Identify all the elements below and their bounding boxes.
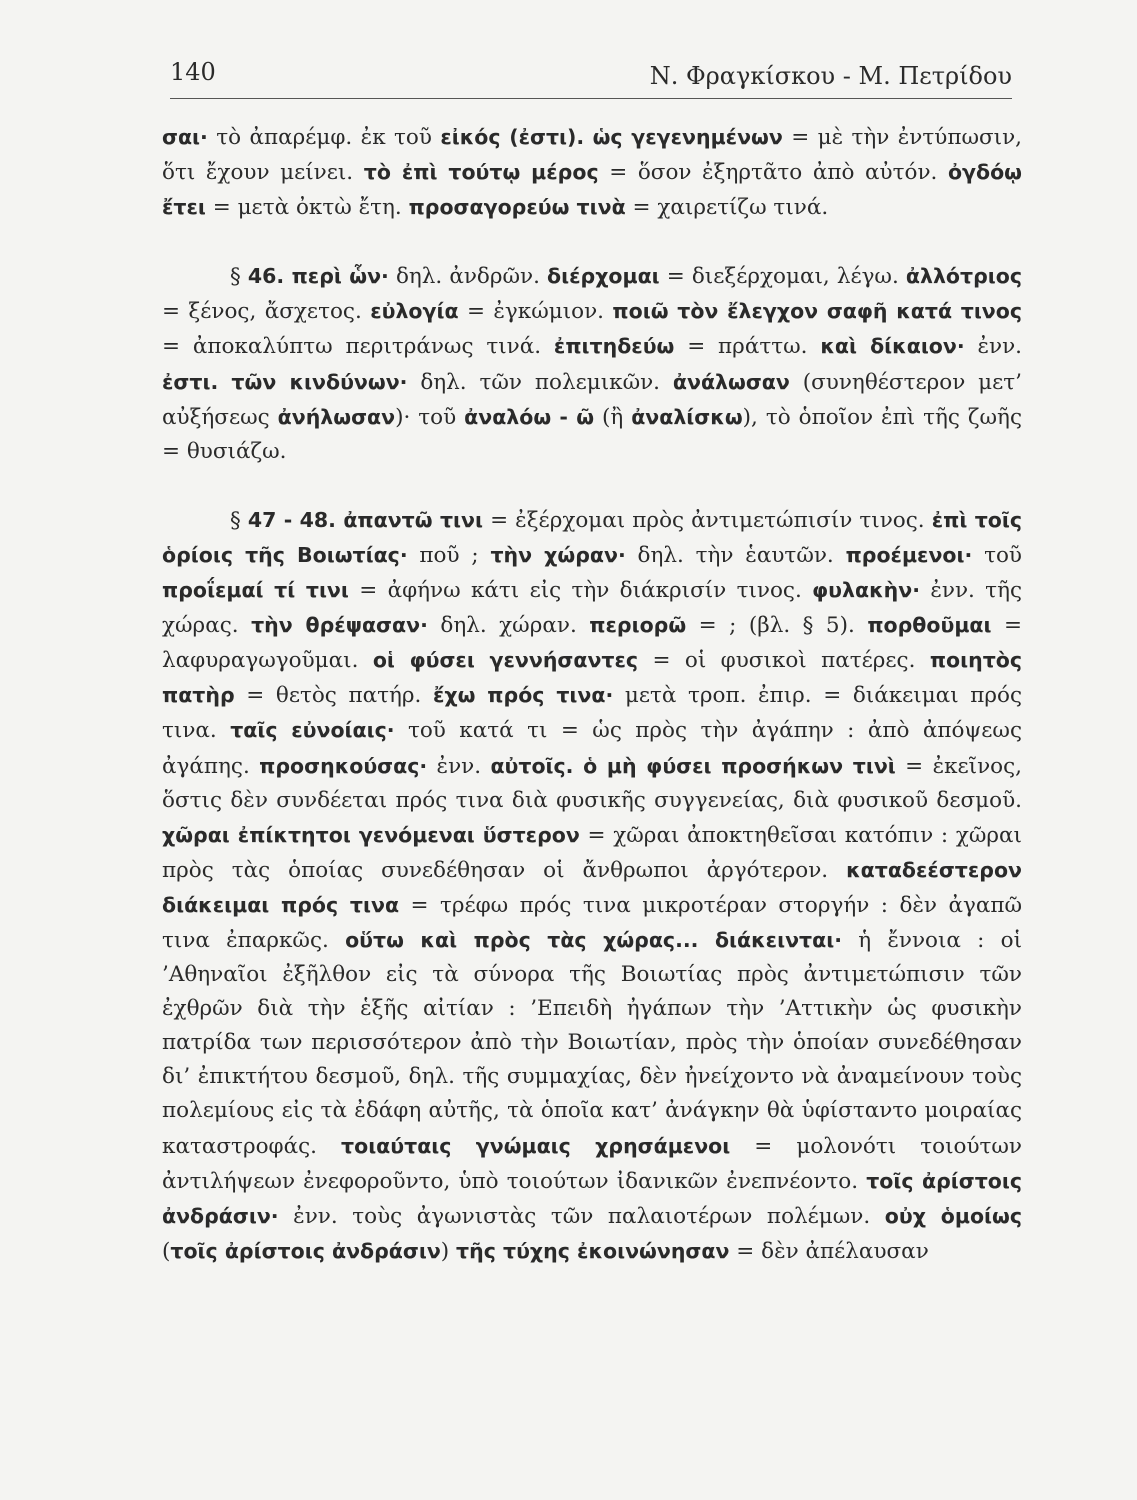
gloss-text: = ἀποκαλύπτω περιτράνως τινά. (162, 334, 554, 360)
lemma-term: εὐλογία (370, 299, 459, 324)
gloss-text: ποῦ ; (407, 542, 491, 568)
lemma-term: καὶ δίκαιον· (820, 334, 965, 359)
gloss-text: = ; (βλ. § 5). (686, 613, 868, 639)
gloss-text: ἐνν. τῆς χώρας. (162, 578, 1022, 639)
gloss-text: = τρέφω πρός τινα μικροτέραν στοργήν : δὲν ἀγαπῶ τινα ἐπαρκῶς. (162, 892, 1023, 953)
gloss-text: ἐνν. τοὺς ἀγωνιστὰς τῶν παλαιοτέρων πολέμων. (278, 1203, 885, 1229)
lemma-term: τὴν θρέψασαν· (251, 613, 428, 638)
lemma-term: ἐπιτηδεύω (553, 334, 675, 359)
lemma-term: προΐεμαί τί τινι (162, 578, 349, 603)
lemma-term: ἀλλότριος (905, 264, 1022, 289)
gloss-text: ) (440, 1238, 457, 1264)
lemma-term: οὐχ ὁμοίως (884, 1203, 1022, 1228)
lemma-term: τῆς τύχης ἐκοινώνησαν (456, 1238, 730, 1263)
gloss-text: = μετὰ ὀκτὼ ἔτη. (205, 195, 409, 221)
lemma-term: προέμενοι· (845, 542, 973, 567)
gloss-text: = θετὸς πατήρ. (234, 683, 433, 709)
gloss-text: = μὲ τὴν ἐντύπωσιν, ὅτι ἔχουν μείνει. (162, 125, 1023, 186)
gloss-text: )· τοῦ (395, 404, 465, 430)
lemma-term: τοιαύταις γνώμαις χρησάμενοι (341, 1133, 731, 1158)
gloss-text: τὸ ἀπαρέμφ. ἐκ τοῦ (207, 125, 441, 150)
gloss-text: = πράττω. (674, 334, 821, 360)
gloss-text: τοῦ (972, 542, 1022, 568)
gloss-text: δηλ. ἀνδρῶν. (388, 264, 548, 290)
lemma-term: περιορῶ (589, 613, 687, 638)
gloss-text: = ἐκεῖνος, ὅστις δὲν συνδέεται πρός τινα διὰ φυσικῆς συγγενείας, διὰ φυσικοῦ δεσμοῦ. (162, 753, 1023, 813)
gloss-text (584, 125, 592, 150)
gloss-text: ( (162, 1238, 171, 1264)
lemma-term: καταδεέστερον διάκειμαι πρός τινα (162, 857, 1022, 917)
lemma-term: τοῖς ἀρίστοις ἀνδράσιν (170, 1238, 441, 1263)
lemma-term: ἀναλίσκω (631, 404, 743, 429)
gloss-text: δηλ. τὴν ἑαυτῶν. (625, 542, 846, 568)
lemma-term: τὸ ἐπὶ τούτῳ μέρος (363, 160, 599, 185)
lemma-term: ἐπὶ τοῖς ὁρίοις τῆς Βοιωτίας· (162, 507, 1023, 567)
gloss-text: = ὅσον ἐξηρτᾶτο ἀπὸ αὐτόν. (598, 160, 948, 186)
lemma-term: ἀναλόω - ῶ (464, 404, 595, 429)
lemma-term: προσηκούσας· (259, 753, 428, 778)
lemma-term: ταῖς εὐνοίαις· (230, 718, 395, 743)
gloss-text: = ξένος, ἄσχετος. (162, 299, 371, 325)
lemma-term: ἀνήλωσαν (277, 404, 396, 429)
gloss-text: = δὲν ἀπέλαυσαν (729, 1238, 929, 1264)
lemma-term: φυλακὴν· (812, 578, 920, 603)
lemma-term: σαι· (162, 125, 208, 149)
page-number: 140 (170, 58, 216, 86)
gloss-text: § (230, 264, 248, 290)
gloss-text: μετὰ τροπ. ἐπιρ. = διάκειμαι πρός τινα. (162, 683, 1022, 744)
lemma-term: εἰκός (ἐστι). (440, 125, 585, 149)
page-header (170, 58, 1012, 99)
running-title: Ν. Φραγκίσκου - Μ. Πετρίδου (649, 62, 1012, 90)
lemma-term: οὕτω καὶ πρὸς τὰς χώρας... διάκεινται· (345, 927, 842, 952)
lemma-term: ποιητὸς πατὴρ (162, 648, 1023, 708)
gloss-text: δηλ. τῶν πολεμικῶν. (407, 369, 673, 395)
commentary-text (162, 120, 1022, 1269)
lemma-term: αὐτοῖς. ὁ μὴ φύσει προσήκων τινὶ (490, 753, 896, 778)
gloss-text: = ἐγκώμιον. (458, 299, 613, 325)
gloss-text: ), τὸ ὁποῖον ἐπὶ τῆς ζωῆς = θυσιάζω. (162, 404, 1022, 464)
lemma-term: ποιῶ τὸν ἔλεγχον σαφῆ κατά τινος (612, 299, 1023, 324)
gloss-text: (συνηθέστερον μετ’ αὐξήσεως (162, 369, 1022, 430)
lemma-term: οἱ φύσει γεννήσαντες (372, 648, 639, 673)
gloss-text: = χαιρετίζω τινά. (625, 195, 829, 221)
gloss-text: ἐνν. (427, 753, 491, 779)
lemma-term: 46. περὶ ὧν· (247, 264, 389, 289)
paragraph (162, 503, 1022, 1269)
gloss-text: = λαφυραγωγοῦμαι. (162, 613, 1022, 674)
lemma-term: διέρχομαι (547, 264, 660, 289)
gloss-text: = διεξέρχομαι, λέγω. (659, 264, 906, 290)
gloss-text: = οἱ φυσικοὶ πατέρες. (638, 648, 930, 674)
gloss-text: ἡ ἔννοια : οἱ ’Αθηναῖοι ἐξῆλθον εἰς τὰ σύνορα τῆς Βοιωτίας πρὸς ἀντιμετώπισιν τῶν ἐχθρῶν διὰ τὴν ἑξῆς αἰτίαν : ’Επειδὴ ἠγάπων τὴν ’Αττικὴν ὡς φυσικὴν πατρίδα των περισσότερον ἀπὸ τὴν Βοιωτίαν, πρὸς τὴν ὁποίαν συνεδέθησαν δι’ ἐπικτήτου δεσμοῦ, δηλ. τῆς συμμαχίας, δὲν ἠνείχοντο νὰ ἀναμείνουν τοὺς πολεμίους εἰς τὰ ἐδάφη αὐτῆς, τὰ ὁποῖα κατ’ ἀνάγκην θὰ ὑφίσταντο μοιραίας καταστροφάς. (162, 927, 1023, 1159)
gloss-text: ἐνν. (964, 334, 1022, 360)
lemma-term: πορθοῦμαι (867, 613, 992, 638)
lemma-term: χῶραι ἐπίκτητοι γενόμεναι ὕστερον (162, 822, 580, 847)
paragraph (162, 120, 1022, 225)
lemma-term: τοῖς ἀρίστοις ἀνδράσιν· (162, 1168, 1022, 1228)
gloss-text: = μολονότι τοιούτων ἀντιλήψεων ἐνεφοροῦντο, ὑπὸ τοιούτων ἰδανικῶν ἐνεπνέοντο. (162, 1133, 1023, 1194)
lemma-term: 47 - 48. ἀπαντῶ τινι (247, 507, 483, 532)
lemma-term: ἔχω πρός τινα· (432, 683, 614, 708)
lemma-term: τὴν χώραν· (490, 542, 626, 567)
gloss-text: (ἢ (594, 404, 632, 430)
gloss-text: δηλ. χώραν. (427, 613, 590, 639)
gloss-text: § (230, 507, 248, 533)
lemma-term: ὀγδόῳ ἔτει (162, 160, 1023, 220)
gloss-text: τοῦ κατά τι = ὡς πρὸς τὴν ἀγάπην : ἀπὸ ἀπόψεως ἀγάπης. (162, 718, 1022, 779)
lemma-term: ἀνάλωσαν (672, 369, 790, 394)
gloss-text: = ἀφήνω κάτι εἰς τὴν διάκρισίν τινος. (348, 578, 813, 604)
lemma-term: προσαγορεύω τινὰ (408, 195, 626, 220)
lemma-term: ὡς γεγενημένων (592, 125, 783, 149)
gloss-text: = χῶραι ἀποκτηθεῖσαι κατόπιν : χῶραι πρὸς τὰς ὁποίας συνεδέθησαν οἱ ἄνθρωποι ἀργότερον. (162, 822, 1022, 883)
gloss-text: = ἐξέρχομαι πρὸς ἀντιμετώπισίν τινος. (483, 507, 932, 533)
lemma-term: ἐστι. τῶν κινδύνων· (162, 369, 408, 394)
paragraph (162, 259, 1022, 469)
